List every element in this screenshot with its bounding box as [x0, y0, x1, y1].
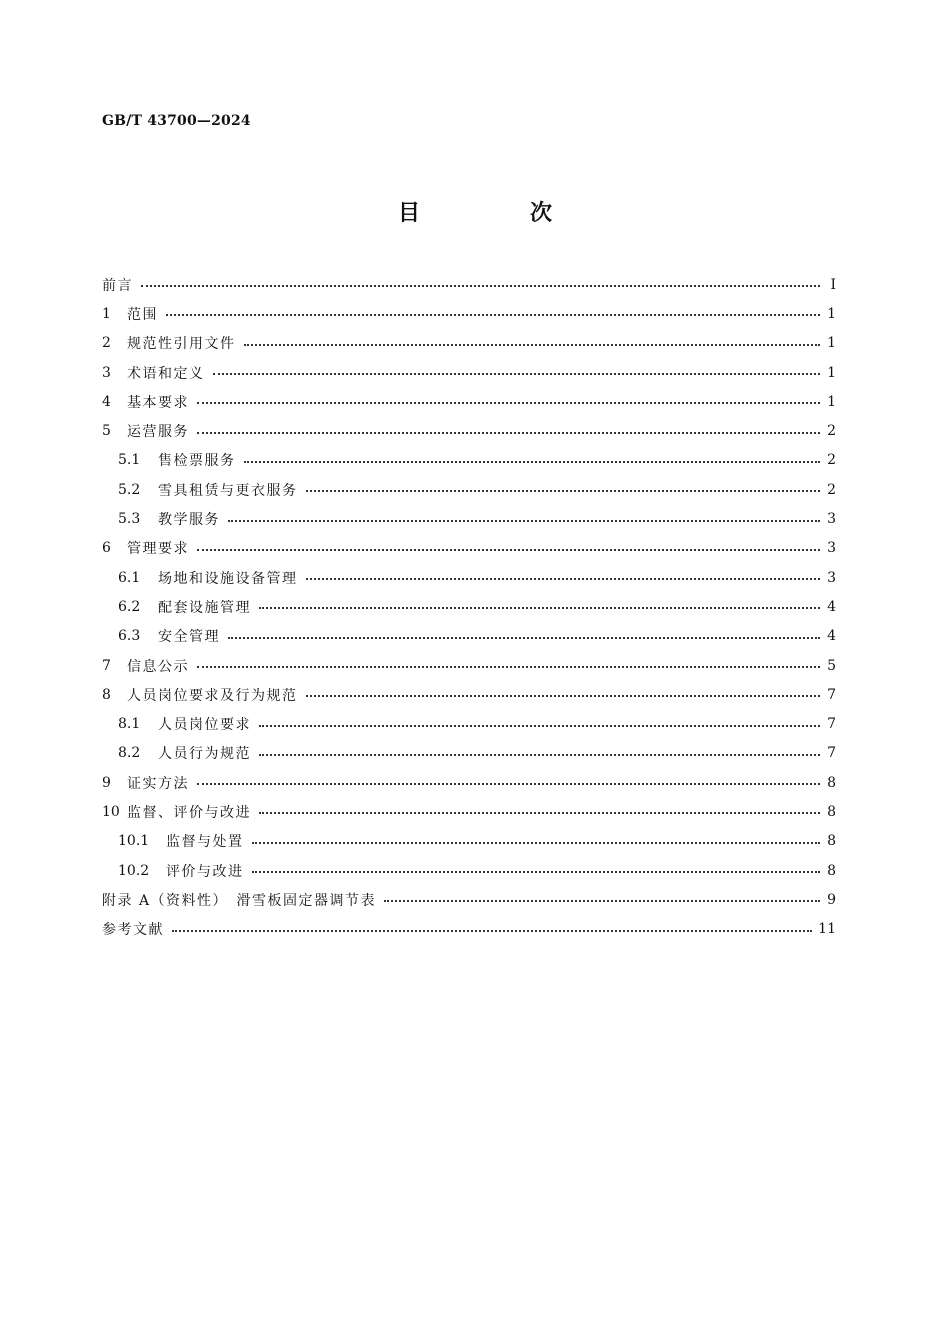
- toc-entry[interactable]: [102, 329, 836, 358]
- toc-entry-label: 评价与改进: [166, 863, 244, 880]
- toc-entry-page: 8: [827, 833, 836, 850]
- toc-entry[interactable]: [102, 885, 836, 914]
- toc-entry[interactable]: [102, 446, 836, 475]
- toc-entry[interactable]: [102, 534, 836, 563]
- toc-entry-page: 1: [827, 364, 836, 381]
- toc-entry-page: 7: [827, 745, 836, 762]
- toc-entry-number: 5.2: [118, 481, 141, 498]
- toc-dot-leader: [197, 431, 820, 434]
- toc-title: 目 次: [397, 201, 596, 226]
- toc-dot-leader: [259, 753, 820, 756]
- toc-dot-leader: [197, 401, 820, 404]
- toc-entry-label: 证实方法: [127, 775, 189, 792]
- toc-entry-number: 5.1: [118, 452, 141, 469]
- toc-entry[interactable]: [102, 563, 836, 592]
- toc-entry-label: 人员岗位要求及行为规范: [127, 687, 298, 704]
- toc-entry[interactable]: [102, 475, 836, 504]
- toc-dot-leader: [172, 929, 812, 932]
- toc-entry-page: 1: [827, 335, 836, 352]
- toc-entry-label: 安全管理: [158, 629, 220, 646]
- toc-entry-page: 3: [827, 511, 836, 528]
- toc-entry[interactable]: [102, 797, 836, 826]
- toc-entry-label: 售检票服务: [158, 453, 236, 470]
- toc-entry-label: 人员岗位要求: [158, 717, 251, 734]
- toc-entry-page: 3: [827, 569, 836, 586]
- toc-entry-label: 监督与处置: [166, 834, 244, 851]
- toc-entry[interactable]: [102, 504, 836, 533]
- toc-dot-leader: [197, 548, 820, 551]
- toc-entry[interactable]: [102, 768, 836, 797]
- toc-entry-label: 监督、评价与改进: [127, 804, 251, 821]
- toc-entry-page: 2: [827, 481, 836, 498]
- toc-entry-page: 1: [827, 393, 836, 410]
- toc-entry-number: 5: [102, 423, 111, 440]
- toc-entry-page: 7: [827, 686, 836, 703]
- table-of-contents: [102, 270, 836, 944]
- toc-dot-leader: [306, 489, 821, 492]
- toc-dot-leader: [306, 694, 821, 697]
- toc-entry-page: 9: [827, 891, 836, 908]
- toc-dot-leader: [228, 636, 820, 639]
- toc-entry-page: 7: [827, 716, 836, 733]
- toc-entry-label: 教学服务: [158, 512, 220, 529]
- toc-entry[interactable]: [102, 270, 836, 299]
- toc-entry-number: 10.2: [118, 862, 150, 879]
- toc-entry[interactable]: [102, 709, 836, 738]
- toc-dot-leader: [166, 313, 820, 316]
- toc-entry-number: 6.1: [118, 569, 141, 586]
- toc-entry-page: 8: [827, 803, 836, 820]
- toc-entry-number: 10.1: [118, 833, 150, 850]
- toc-entry-page: 2: [827, 423, 836, 440]
- toc-entry-number: 6.2: [118, 598, 141, 615]
- toc-entry-number: 4: [102, 393, 111, 410]
- document-code: GB/T 43700—2024: [102, 113, 251, 129]
- toc-entry-number: 9: [102, 774, 111, 791]
- toc-entry-label: 人员行为规范: [158, 746, 251, 763]
- toc-entry-label: 基本要求: [127, 394, 189, 411]
- toc-entry-number: 10: [102, 803, 120, 820]
- toc-dot-leader: [252, 870, 821, 873]
- toc-entry-number: 8.1: [118, 716, 141, 733]
- toc-dot-leader: [197, 665, 820, 668]
- toc-entry[interactable]: [102, 358, 836, 387]
- toc-entry-label: 附录 A（资料性） 滑雪板固定器调节表: [102, 892, 377, 909]
- toc-dot-leader: [228, 519, 820, 522]
- toc-entry-label: 运营服务: [127, 424, 189, 441]
- toc-entry-number: 6: [102, 540, 111, 557]
- toc-dot-leader: [252, 841, 821, 844]
- toc-entry-label: 前言: [102, 277, 133, 294]
- toc-entry-number: 2: [102, 335, 111, 352]
- toc-entry[interactable]: [102, 915, 836, 944]
- toc-entry-label: 管理要求: [127, 541, 189, 558]
- toc-entry-page: 4: [827, 598, 836, 615]
- toc-dot-leader: [384, 899, 820, 902]
- toc-entry-number: 8: [102, 686, 111, 703]
- toc-dot-leader: [259, 724, 820, 727]
- toc-entry-page: 8: [827, 774, 836, 791]
- toc-entry-number: 7: [102, 657, 111, 674]
- toc-entry-number: 6.3: [118, 628, 141, 645]
- toc-entry[interactable]: [102, 651, 836, 680]
- toc-entry-label: 雪具租赁与更衣服务: [158, 482, 298, 499]
- toc-entry-page: 3: [827, 540, 836, 557]
- toc-entry[interactable]: [102, 416, 836, 445]
- toc-entry-page: 8: [827, 862, 836, 879]
- toc-entry-page: 2: [827, 452, 836, 469]
- toc-dot-leader: [213, 372, 821, 375]
- toc-entry-label: 配套设施管理: [158, 599, 251, 616]
- toc-entry[interactable]: [102, 622, 836, 651]
- toc-entry-page: 1: [827, 305, 836, 322]
- toc-entry-page: Ⅰ: [830, 276, 836, 293]
- toc-entry[interactable]: [102, 387, 836, 416]
- toc-entry[interactable]: [102, 680, 836, 709]
- toc-entry[interactable]: [102, 739, 836, 768]
- toc-entry-label: 信息公示: [127, 658, 189, 675]
- toc-entry[interactable]: [102, 827, 836, 856]
- toc-entry-page: 5: [827, 657, 836, 674]
- toc-entry-label: 术语和定义: [127, 365, 205, 382]
- toc-entry-number: 3: [102, 364, 111, 381]
- toc-entry-label: 参考文献: [102, 922, 164, 939]
- toc-entry-page: 4: [827, 628, 836, 645]
- toc-dot-leader: [306, 577, 821, 580]
- toc-entry-label: 规范性引用文件: [127, 336, 236, 353]
- toc-entry[interactable]: [102, 299, 836, 328]
- toc-entry[interactable]: [102, 592, 836, 621]
- toc-entry-label: 场地和设施设备管理: [158, 570, 298, 587]
- toc-dot-leader: [197, 782, 820, 785]
- toc-dot-leader: [244, 343, 821, 346]
- toc-entry-page: 11: [818, 921, 836, 938]
- toc-entry-number: 1: [102, 305, 111, 322]
- toc-dot-leader: [259, 606, 820, 609]
- toc-entry-number: 5.3: [118, 511, 141, 528]
- toc-entry-label: 范围: [127, 306, 158, 323]
- toc-dot-leader: [244, 460, 821, 463]
- toc-entry-number: 8.2: [118, 745, 141, 762]
- toc-dot-leader: [141, 284, 820, 287]
- toc-dot-leader: [259, 811, 820, 814]
- toc-entry[interactable]: [102, 856, 836, 885]
